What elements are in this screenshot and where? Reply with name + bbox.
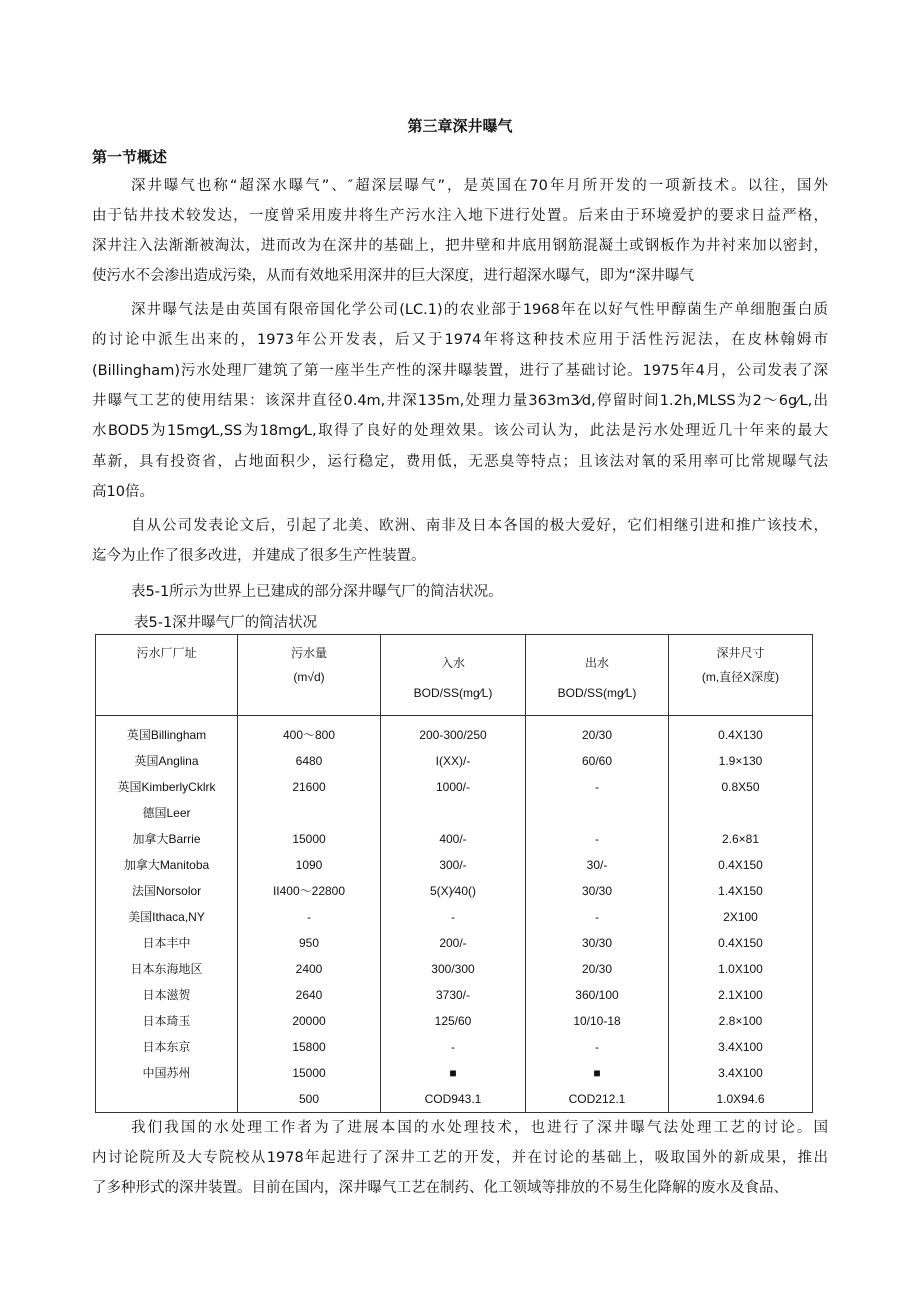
chapter-title: 第三章深井曝气: [407, 117, 513, 135]
table-cell: 30/30: [526, 930, 669, 956]
table-cell: 3730/-: [381, 982, 526, 1008]
table-cell: 20/30: [526, 716, 669, 749]
table-row: [96, 982, 813, 1008]
table-cell: 20/30: [526, 956, 669, 982]
table-cell: 3.4X100: [669, 1034, 813, 1060]
table-cell: 德国Leer: [96, 800, 238, 826]
table-row: [96, 1008, 813, 1034]
paragraph-line: 的讨论中派生出来的，1973年公开发表，后又于1974年将这种技术应用于活性污泥法，在皮林翰姆市: [92, 332, 828, 348]
column-header-line: 深井尺寸: [716, 646, 765, 660]
table-cell: [381, 800, 526, 826]
table-cell: 2X100: [669, 904, 813, 930]
paragraph-line: 由于钻井技术较发达，一度曾采用废井将生产污水注入地下进行处置。后来由于环境爱护的要求日益严格，: [92, 208, 828, 224]
table-row: [96, 716, 813, 749]
table-cell: 日本滋贺: [96, 982, 238, 1008]
table-cell: 日本东海地区: [96, 956, 238, 982]
table-cell: 英国KimberlyCklrk: [96, 774, 238, 800]
table-cell: 0.4X150: [669, 852, 813, 878]
table-cell: I(XX)/-: [381, 748, 526, 774]
paragraph-line: 井曝气工艺的使用结果：该深井直径0.4m,井深135m,处理力量363m3⁄d,停留时间1.2h,MLSS为2～6g⁄L,出: [92, 393, 828, 409]
column-header-line: 污水厂厂址: [136, 646, 197, 660]
column-header-line: 出水: [584, 656, 609, 670]
table-cell: 21600: [238, 774, 381, 800]
section-heading: 第一节概述: [92, 148, 168, 166]
table-cell: 3.4X100: [669, 1060, 813, 1086]
paragraph-line: 内讨论院所及大专院校从1978年起进行了深井工艺的开发，并在讨论的基础上，吸取国外的新成果，推出: [92, 1150, 828, 1166]
column-header-line: BOD/SS(mg⁄L): [557, 686, 637, 700]
table-row: [96, 878, 813, 904]
column-header: [669, 635, 813, 716]
table-cell: ■: [381, 1060, 526, 1086]
table-cell: 200/-: [381, 930, 526, 956]
table-cell: 英国Anglina: [96, 748, 238, 774]
table-cell: 300/300: [381, 956, 526, 982]
table-cell: 1000/-: [381, 774, 526, 800]
table-cell: -: [526, 904, 669, 930]
table-row: [96, 1086, 813, 1113]
table-cell: 2.6×81: [669, 826, 813, 852]
table-cell: 0.8X50: [669, 774, 813, 800]
table-cell: 加拿大Barrie: [96, 826, 238, 852]
table-cell: 15800: [238, 1034, 381, 1060]
table-row: [96, 826, 813, 852]
table-cell: [96, 1086, 238, 1113]
table-intro: 表5-1所示为世界上已建成的部分深井曝气厂的简洁状况。: [131, 584, 503, 600]
paragraph-line: 高10倍。: [92, 484, 154, 500]
column-header: [96, 635, 238, 716]
table-cell: 2.1X100: [669, 982, 813, 1008]
paragraph-line: 深井曝气也称“超深水曝气”、″超深层曝气”，是英国在70年月所开发的一项新技术。以往，国外: [131, 178, 828, 194]
table-cell: 1090: [238, 852, 381, 878]
table-header-row: [96, 635, 813, 716]
paragraph-line: 了多种形式的深井装置。目前在国内，深井曝气工艺在制药、化工领域等排放的不易生化降解的废水及食品、: [92, 1180, 788, 1196]
paragraph-line: 自从公司发表论文后，引起了北美、欧洲、南非及日本各国的极大爱好，它们相继引进和推广该技术，: [131, 518, 828, 534]
table-cell: 950: [238, 930, 381, 956]
column-header-line: (m√d): [293, 670, 325, 684]
table-cell: -: [526, 1034, 669, 1060]
table-cell: 10/10-18: [526, 1008, 669, 1034]
table-cell: 60/60: [526, 748, 669, 774]
table-cell: 日本东京: [96, 1034, 238, 1060]
table-cell: II400～22800: [238, 878, 381, 904]
table-cell: [526, 800, 669, 826]
table-cell: 0.4X150: [669, 930, 813, 956]
table-row: [96, 748, 813, 774]
table-cell: 1.9×130: [669, 748, 813, 774]
table-cell: 法国Norsolor: [96, 878, 238, 904]
table-cell: ■: [526, 1060, 669, 1086]
table-row: [96, 904, 813, 930]
table-cell: 2640: [238, 982, 381, 1008]
table-cell: 中国苏州: [96, 1060, 238, 1086]
table-cell: 5(X)⁄40(): [381, 878, 526, 904]
column-header: [238, 635, 381, 716]
table-cell: 日本丰中: [96, 930, 238, 956]
table-cell: 20000: [238, 1008, 381, 1034]
table-row: [96, 774, 813, 800]
table-cell: 6480: [238, 748, 381, 774]
table-row: [96, 1034, 813, 1060]
paragraph-line: 迄今为止作了很多改进，并建成了很多生产性装置。: [92, 548, 426, 564]
table-cell: 15000: [238, 826, 381, 852]
table-row: [96, 1060, 813, 1086]
table-cell: 200-300/250: [381, 716, 526, 749]
table-row: [96, 852, 813, 878]
table-cell: 英国Billingham: [96, 716, 238, 749]
table-cell: 300/-: [381, 852, 526, 878]
paragraph-line: 深井曝气法是由英国有限帝国化学公司(LC.1)的农业部于1968年在以好气性甲醇菌生产单细胞蛋白质: [131, 302, 828, 318]
column-header: [526, 635, 669, 716]
table-cell: COD212.1: [526, 1086, 669, 1113]
paragraph-line: (Billingham)污水处理厂建筑了第一座半生产性的深井曝装置，进行了基础讨论。1975年4月，公司发表了深: [92, 363, 828, 379]
column-header-line: 污水量: [290, 646, 327, 660]
table-row: [96, 956, 813, 982]
table-cell: 400～800: [238, 716, 381, 749]
table-cell: 125/60: [381, 1008, 526, 1034]
table-cell: COD943.1: [381, 1086, 526, 1113]
table-cell: 30/-: [526, 852, 669, 878]
table-cell: 1.0X100: [669, 956, 813, 982]
paragraph-line: 使污水不会渗出造成污染，从而有效地采用深井的巨大深度，进行超深水曝气，即为“深井曝气: [92, 268, 695, 284]
table-cell: -: [238, 904, 381, 930]
deep-well-table: [95, 634, 813, 1113]
table-cell: 1.0X94.6: [669, 1086, 813, 1113]
table-cell: -: [381, 1034, 526, 1060]
table-cell: 2400: [238, 956, 381, 982]
table-cell: 加拿大Manitoba: [96, 852, 238, 878]
table-cell: [238, 800, 381, 826]
column-header-line: 入水: [440, 656, 465, 670]
table-caption: 表5-1深井曝气厂的简洁状况: [134, 615, 318, 631]
table-cell: 400/-: [381, 826, 526, 852]
table-cell: -: [526, 826, 669, 852]
paragraph-line: 我们我国的水处理工作者为了进展本国的水处理技术，也进行了深井曝气法处理工艺的讨论。国: [131, 1120, 828, 1136]
table-cell: 360/100: [526, 982, 669, 1008]
table-cell: 15000: [238, 1060, 381, 1086]
table-row: [96, 800, 813, 826]
table-cell: 500: [238, 1086, 381, 1113]
table-cell: -: [526, 774, 669, 800]
table-cell: 2.8×100: [669, 1008, 813, 1034]
table-cell: 0.4X130: [669, 716, 813, 749]
paragraph-line: 革新，具有投资省，占地面积少，运行稳定，费用低，无恶臭等特点；且该法对氧的采用率可比常规曝气法: [92, 454, 828, 470]
table-cell: 30/30: [526, 878, 669, 904]
table-cell: 美国Ithaca,NY: [96, 904, 238, 930]
column-header-line: (m,直径X深度): [701, 670, 780, 684]
table-cell: -: [381, 904, 526, 930]
table-row: [96, 930, 813, 956]
paragraph-line: 深井注入法渐渐被淘汰，进而改为在深井的基础上，把井壁和井底用钢筋混凝土或钢板作为井衬来加以密封，: [92, 238, 828, 254]
table-cell: 1.4X150: [669, 878, 813, 904]
table-cell: 日本琦玉: [96, 1008, 238, 1034]
column-header: [381, 635, 526, 716]
paragraph-line: 水BOD5为15mg⁄L,SS为18mg⁄L,取得了良好的处理效果。该公司认为，此法是污水处理近几十年来的最大: [92, 423, 828, 439]
table-cell: [669, 800, 813, 826]
column-header-line: BOD/SS(mg⁄L): [413, 686, 493, 700]
